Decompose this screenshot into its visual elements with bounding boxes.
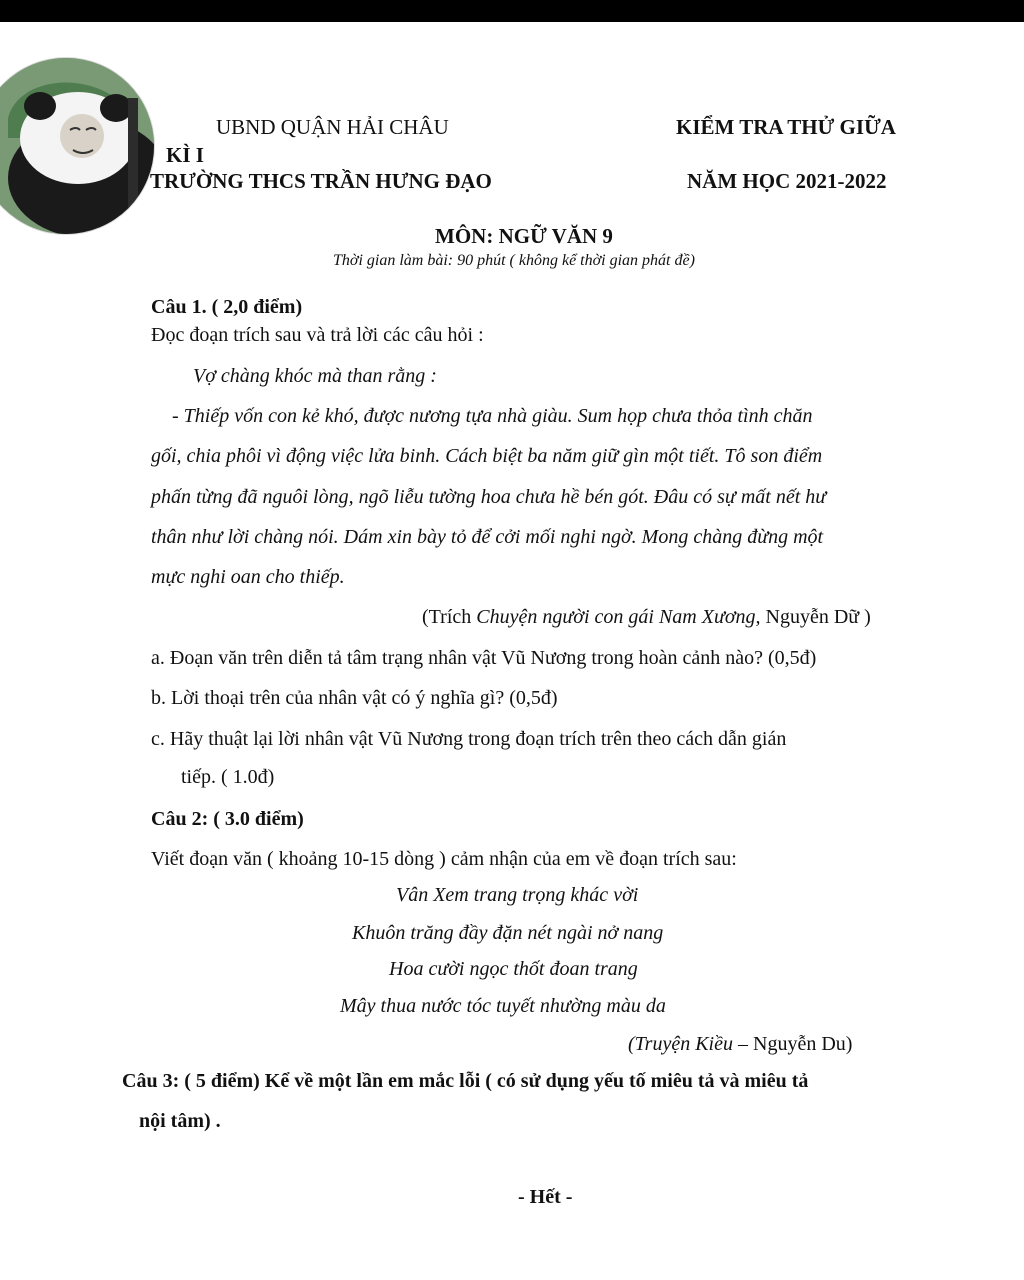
panda-meme-avatar — [0, 58, 154, 234]
q1-passage-line: - Thiếp vốn con kẻ khó, được nương tựa nhà giàu. Sum họp chưa thỏa tình chăn — [172, 405, 813, 427]
q1-source-title: Chuyện người con gái Nam Xương, — [476, 606, 761, 628]
district-name: UBND QUẬN HẢI CHÂU — [216, 115, 449, 139]
school-year: NĂM HỌC 2021-2022 — [687, 169, 887, 193]
q1-source — [422, 606, 871, 629]
q2-poem-line: Khuôn trăng đầy đặn nét ngài nở nang — [352, 922, 664, 944]
top-bar — [0, 0, 1024, 22]
q2-source-title: (Truyện Kiều — [628, 1033, 733, 1055]
q1-option-c: c. Hãy thuật lại lời nhân vật Vũ Nương trong đoạn trích trên theo cách dẫn gián — [151, 728, 787, 750]
q2-source-author: – Nguyễn Du) — [733, 1033, 853, 1055]
q1-heading: Câu 1. ( 2,0 điểm) — [151, 296, 303, 318]
q2-heading: Câu 2: ( 3.0 điểm) — [151, 808, 304, 830]
q1-passage-line: mực nghi oan cho thiếp. — [151, 566, 345, 588]
q2-poem-line: Hoa cười ngọc thốt đoan trang — [389, 958, 638, 980]
q1-passage-intro: Vợ chàng khóc mà than rằng : — [193, 365, 437, 387]
q1-option-c-cont: tiếp. ( 1.0đ) — [181, 766, 275, 788]
q1-passage-line: phấn từng đã nguôi lòng, ngõ liễu tường hoa chưa hề bén gót. Đâu có sự mất nết hư — [151, 486, 827, 508]
q3-line2: nội tâm) . — [139, 1110, 221, 1132]
panda-meme-icon — [0, 58, 154, 234]
end-marker: - Hết - — [518, 1186, 573, 1208]
school-name: TRƯỜNG THCS TRẦN HƯNG ĐẠO — [150, 169, 492, 193]
q2-source — [628, 1033, 852, 1056]
q1-passage-line: thân như lời chàng nói. Dám xin bày tỏ để cởi mối nghi ngờ. Mong chàng đừng một — [151, 526, 824, 548]
q1-passage-line: gối, chia phôi vì động việc lửa binh. Cách biệt ba năm giữ gìn một tiết. Tô son điểm — [151, 445, 823, 467]
exam-time: Thời gian làm bài: 90 phút ( không kể thời gian phát đề) — [333, 252, 695, 269]
q1-option-a: a. Đoạn văn trên diễn tả tâm trạng nhân vật Vũ Nương trong hoàn cảnh nào? (0,5đ) — [151, 647, 817, 669]
q2-poem-line: Vân Xem trang trọng khác vời — [396, 884, 639, 906]
exam-type: KIỂM TRA THỬ GIỮA — [676, 115, 896, 139]
q1-option-b: b. Lời thoại trên của nhân vật có ý nghĩa gì? (0,5đ) — [151, 687, 558, 709]
semester-label: KÌ I — [166, 143, 204, 167]
q3-line1: Câu 3: ( 5 điểm) Kể về một lần em mắc lỗi ( có sử dụng yếu tố miêu tả và miêu tả — [122, 1070, 809, 1092]
q2-poem-line: Mây thua nước tóc tuyết nhường màu da — [340, 995, 666, 1017]
q1-source-prefix: (Trích — [422, 606, 477, 628]
q1-source-author: Nguyễn Dữ ) — [760, 606, 871, 628]
q1-instruction: Đọc đoạn trích sau và trả lời các câu hỏi : — [151, 324, 484, 346]
subject-title: MÔN: NGỮ VĂN 9 — [435, 224, 613, 248]
q2-instruction: Viết đoạn văn ( khoảng 10-15 dòng ) cảm nhận của em về đoạn trích sau: — [151, 848, 737, 870]
